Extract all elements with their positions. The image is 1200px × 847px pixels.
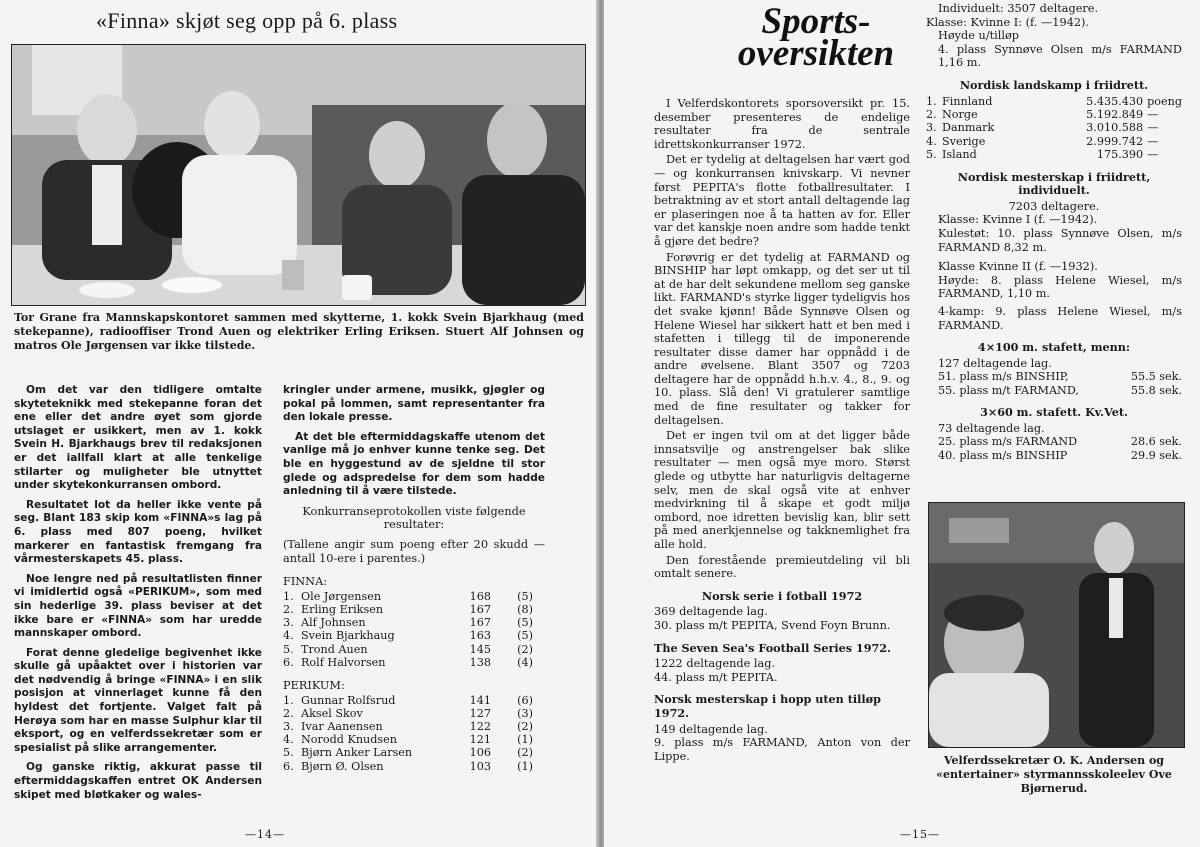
result-line: 4. plass Synnøve Olsen m/s FARMAND 1,16 m. <box>938 42 1182 70</box>
article-paragraph: Den forestående premieutdeling vil bli omtalt senere. <box>654 553 910 581</box>
page-number: —15— <box>900 828 940 841</box>
result-line: Klasse: Kvinne I: (f. —1942). <box>926 15 1089 29</box>
team-photo-image <box>12 45 585 305</box>
result-line: Høyde u/tilløp <box>938 29 1020 43</box>
table-row: 6. Rolf Halvorsen 138 (4) <box>283 655 533 669</box>
result-line: Individuelt: 3507 deltagere. <box>938 2 1099 15</box>
results-table <box>283 694 533 773</box>
result-line: 1222 deltagende lag. <box>654 657 776 671</box>
table-row: 1. Ole Jørgensen 168 (5) <box>283 589 533 603</box>
results-note: (Tallene angir sum poeng efter 20 skudd — antall 10-ere i parentes.) <box>283 537 545 565</box>
table-row: 3. Alf Johnsen 167 (5) <box>283 616 533 630</box>
results-group-finna <box>283 575 545 669</box>
table-row: 4. Sverige 2.999.742 — <box>926 134 1159 148</box>
results-table <box>283 590 533 669</box>
table-row: 4. Svein Bjarkhaug 163 (5) <box>283 629 533 643</box>
result-line: 369 deltagende lag. <box>654 605 768 619</box>
article-paragraph: kringler under armene, musikk, gjøgler og pokal på lommen, samt representanter fra den lokale presse. <box>283 384 545 424</box>
sports-column-1 <box>654 97 910 763</box>
table-row: 55. plass m/t FARMAND, 55.8 sek. <box>938 383 1182 397</box>
result-line: Klasse: Kvinne I (f. —1942). <box>938 213 1098 227</box>
table-row: 6. Bjørn Ø. Olsen 103 (1) <box>283 759 533 773</box>
result-line: 30. plass m/t PEPITA, Svend Foyn Brunn. <box>654 618 891 632</box>
page-number: —14— <box>245 828 285 841</box>
photo-caption: Tor Grane fra Mannskapskontoret sammen med skytterne, 1. kokk Svein Bjarkhaug (med stekepanne), radiooffiser Trond Auen og elektriker Erling Eriksen. Stuert Alf Johnsen og matros Ole Jørgensen var ikke tilstede. <box>14 311 584 352</box>
article-paragraph: Resultatet lot da heller ikke vente på seg. Blant 183 skip kom «FINNA»s lag på 6. plass med 807 poeng, hvilket markerer en fantastisk fremgang fra vårmesterskapets 45. plass. <box>14 498 262 566</box>
section-title-seven-seas: The Seven Sea's Football Series 1972. <box>654 640 891 655</box>
article-column-1 <box>14 384 262 808</box>
article-paragraph: Forøvrig er det tydelig at FARMAND og BINSHIP har løpt omkapp, og det ser ut til at de har delt sekundene mellom seg ganske likt. FARMAND's styrke ligger tydeligvis hos det svake kjønn! Både Synnøve Olsen og Helene Wiesel har sikkert hatt et ben med i stafetten i tillegg til de imponerende resultater disse damer har oppnådd i de andre øvelsene. Blant 3507 og 7203 deltagere har de oppnådd h.h.v. 4., 8., 9. og 10. plass. Slå den! Vi gratulerer samtlige med de fine resultater og takker for deltagelsen. <box>654 250 910 427</box>
article-column-2 <box>283 384 545 773</box>
table-row: 2. Norge 5.192.849 — <box>926 107 1159 121</box>
table-row: 5. Trond Auen 145 (2) <box>283 642 533 656</box>
article-paragraph: Det er ingen tvil om at det ligger både innsatsvilje og anstrengelser bak slike resultater — men også mye moro. Størst glede og utbytte har naturligvis deltagerne selv, men de skal også vite at enhver medvirkning til å skape et godt miljø ombord, noe idretten bevislig kan, blir sett på med anerkjennelse og takknemlighet fra alle hold. <box>654 429 910 551</box>
sports-column-2 <box>926 2 1182 462</box>
event-photo <box>928 502 1185 748</box>
table-row: 5. Bjørn Anker Larsen 106 (2) <box>283 746 533 760</box>
section-title-high-jump: Norsk mesterskap i hopp uten tilløp 1972. <box>654 692 881 720</box>
logo-line: oversikten <box>737 33 895 74</box>
section-title-relay-women: 3×60 m. stafett. Kv.Vet. <box>980 405 1128 420</box>
article-paragraph: Forat denne gledelige begivenhet ikke skulle gå upåaktet over i historien var det nødvendig å bringe «FINNA» i en slik posisjon at vinnerlaget kunne få den hyldest det fortjente. Valget falt på Herøya som har en masse Sulphur klar til eksport, og en velferdssekretær som er spesialist på slike arrangementer. <box>14 646 262 754</box>
section-title-football: Norsk serie i fotball 1972 <box>701 588 863 603</box>
table-row: 1. Finnland 5.435.430 poeng <box>926 94 1182 108</box>
table-row: 25. plass m/s FARMAND 28.6 sek. <box>938 435 1182 449</box>
result-line: 149 deltagende lag. <box>654 722 768 736</box>
logo-line: Sports- <box>761 1 871 42</box>
article-paragraph: Om det var den tidligere omtalte skyteteknikk med stekepanne foran det ene eller det andre øyet som gjorde utslaget er usikkert, men av 1. kokk Svein H. Bjarkhaugs brev til redaksjonen er det iallfall klart at alle tenkelige stilarter og muligheter ble utnyttet under skytekonkurransen ombord. <box>14 384 262 492</box>
results-group-perikum <box>283 679 545 773</box>
event-photo-image <box>929 503 1184 747</box>
article-paragraph: Noe lengre ned på resultatlisten finner vi imidlertid også «PERIKUM», som med sin hederlige 39. plass beviser at det ikke bare er «FINNA» som har uredde mannskaper ombord. <box>14 572 262 640</box>
table-row: 2. Aksel Skov 127 (3) <box>283 706 533 720</box>
table-row: 2. Erling Eriksen 167 (8) <box>283 602 533 616</box>
table-row: 51. plass m/s BINSHIP, 55.5 sek. <box>938 370 1182 384</box>
right-page <box>604 0 1200 847</box>
article-paragraph: At det ble eftermiddagskaffe utenom det vanlige må jo enhver kunne tenke seg. Det ble en hyggestund av de sjeldne til stor glede og adspredelse for dem som hadde anledning til å være tilstede. <box>283 430 545 498</box>
table-row: 4. Norodd Knudsen 121 (1) <box>283 733 533 747</box>
section-logo <box>716 1 916 74</box>
group-title: FINNA: <box>283 575 328 589</box>
relay-women-table <box>926 435 1182 462</box>
article-paragraph: Det er tydelig at deltagelsen har vært god — og konkurransen knivskarp. Vi nevner først PEPITA's flotte fotballresultater. I betraktning av et stort antall deltagende lag er plaseringen noe å ta hatten av for. Eller var det kanskje noen andre som hadde tenkt å gjøre det bedre? <box>654 153 910 248</box>
nordic-match-table <box>926 95 1182 162</box>
result-line: 9. plass m/s FARMAND, Anton von der Lippe. <box>654 736 910 763</box>
table-row: 3. Ivar Aanensen 122 (2) <box>283 719 533 733</box>
participants: 127 deltagende lag. <box>938 356 1052 370</box>
group-title: PERIKUM: <box>283 678 345 692</box>
article-headline: «Finna» skjøt seg opp på 6. plass <box>96 8 398 33</box>
section-title-nordic-champ: Nordisk mesterskap i friidrett, individuelt. <box>957 169 1151 198</box>
left-page <box>0 0 598 847</box>
relay-men-table <box>926 370 1182 397</box>
participants: 73 deltagende lag. <box>938 421 1045 435</box>
article-paragraph: Og ganske riktig, akkurat passe til eftermiddagskaffen entret OK Andersen skipet med bløtkaker og wales- <box>14 761 262 801</box>
team-photo <box>11 44 586 306</box>
result-line: Høyde: 8. plass Helene Wiesel, m/s FARMAND, 1,10 m. <box>938 273 1182 301</box>
section-title-nordic-match: Nordisk landskamp i friidrett. <box>959 77 1149 92</box>
result-line: Kulestøt: 10. plass Synnøve Olsen, m/s FARMAND 8,32 m. <box>938 226 1182 254</box>
table-row: 3. Danmark 3.010.588 — <box>926 121 1159 135</box>
photo-caption: Velferdssekretær O. K. Andersen og «entertainer» styrmannsskoleelev Ove Bjørnerud. <box>936 754 1172 795</box>
table-row: 5. Island 175.390 — <box>926 148 1159 162</box>
article-paragraph: I Velferdskontorets sporsoversikt pr. 15. desember presenteres de endelige resultater fra de sentrale idrettskonkurranser 1972. <box>654 97 910 151</box>
results-intro: Konkurranseprotokollen viste følgende resultater: <box>302 504 526 532</box>
section-title-relay-men: 4×100 m. stafett, menn: <box>977 340 1131 355</box>
participants: 7203 deltagere. <box>1008 199 1100 213</box>
result-line: 4-kamp: 9. plass Helene Wiesel, m/s FARMAND. <box>938 304 1182 332</box>
result-line: Klasse Kvinne II (f. —1932). <box>938 260 1098 274</box>
table-row: 40. plass m/s BINSHIP 29.9 sek. <box>938 448 1182 462</box>
table-row: 1. Gunnar Rolfsrud 141 (6) <box>283 693 533 707</box>
result-line: 44. plass m/t PEPITA. <box>654 670 778 684</box>
